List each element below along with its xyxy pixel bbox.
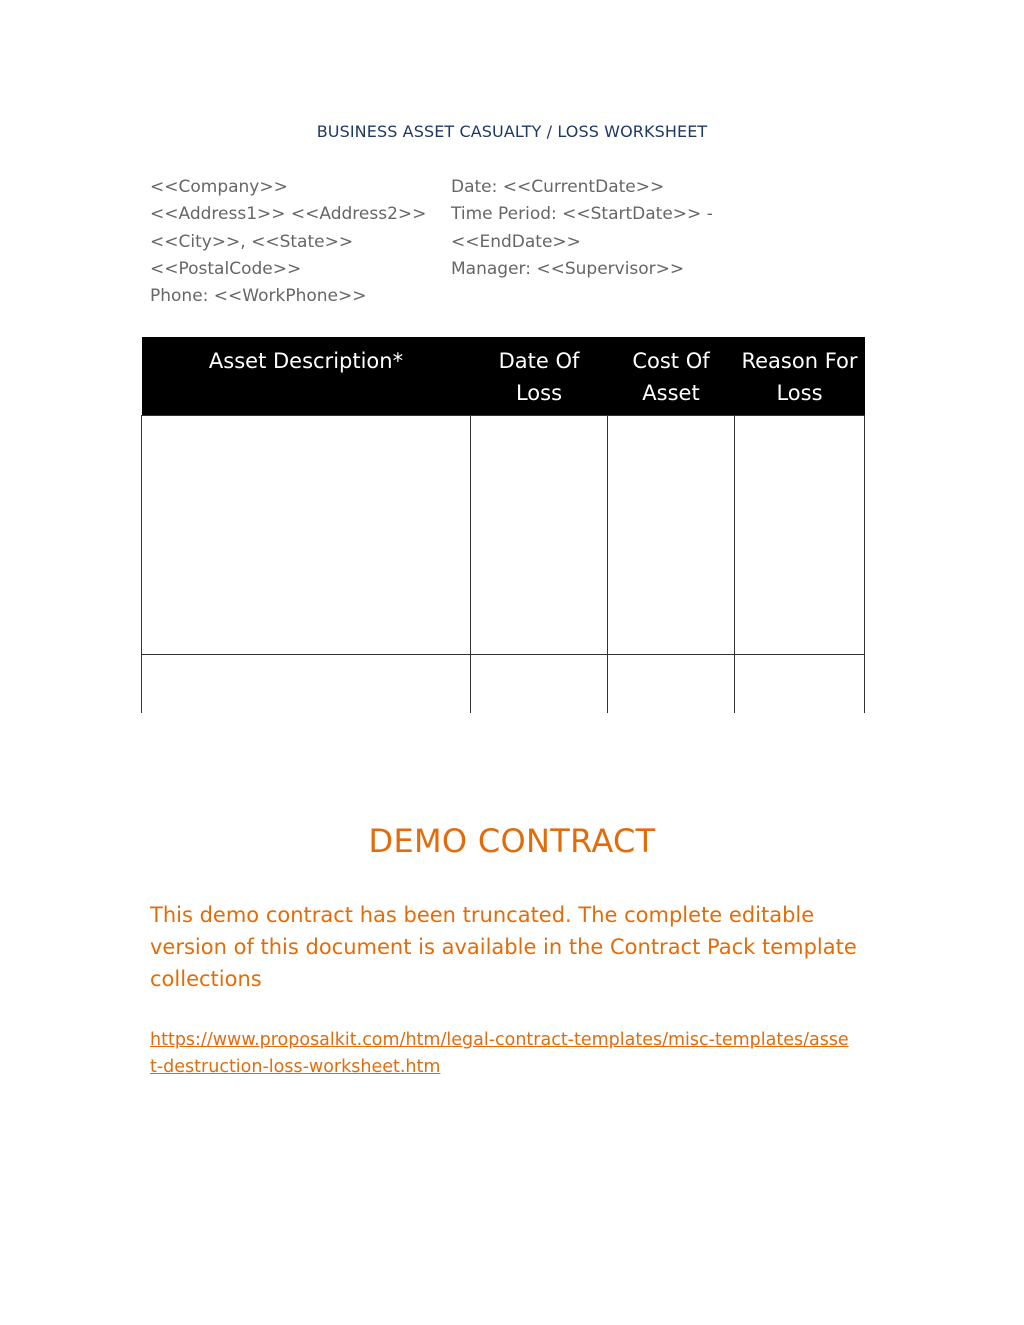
cell-asset-description[interactable] bbox=[142, 416, 471, 655]
header-date-of-loss: Date Of Loss bbox=[471, 337, 608, 416]
end-date-line: <<EndDate>> bbox=[451, 231, 581, 252]
postal-code-line: <<PostalCode>> bbox=[150, 258, 302, 279]
city-state-line: <<City>>, <<State>> bbox=[150, 231, 354, 252]
company-address-block bbox=[150, 174, 445, 310]
asset-loss-table bbox=[141, 337, 865, 713]
cell-asset-description[interactable] bbox=[142, 655, 471, 713]
date-line: Date: <<CurrentDate>> bbox=[451, 177, 665, 197]
header-asset-description: Asset Description* bbox=[142, 337, 471, 416]
date-manager-block bbox=[451, 174, 741, 283]
table-row bbox=[142, 416, 865, 655]
document-title: BUSINESS ASSET CASUALTY / LOSS WORKSHEET bbox=[316, 122, 708, 141]
cell-cost-of-asset[interactable] bbox=[608, 416, 735, 655]
cell-date-of-loss[interactable] bbox=[471, 655, 608, 713]
cell-date-of-loss[interactable] bbox=[471, 416, 608, 655]
table-row bbox=[142, 655, 865, 713]
demo-notice-text: This demo contract has been truncated. The complete editable version of this document is available in the Contract Pack template collections bbox=[150, 903, 857, 991]
cell-cost-of-asset[interactable] bbox=[608, 655, 735, 713]
company-line: <<Company>> bbox=[150, 177, 288, 197]
header-reason-for-loss: Reason For Loss bbox=[735, 337, 865, 416]
time-period-line: Time Period: <<StartDate>> - bbox=[451, 204, 713, 225]
template-link[interactable]: https://www.proposalkit.com/htm/legal-contract-templates/misc-templates/asset-destruction-loss-worksheet.htm bbox=[150, 1030, 849, 1077]
cell-reason-for-loss[interactable] bbox=[735, 416, 865, 655]
table-header-row bbox=[142, 337, 865, 416]
address-line: <<Address1>> <<Address2>> bbox=[150, 204, 427, 225]
header-cost-of-asset: Cost Of Asset bbox=[608, 337, 735, 416]
phone-line: Phone: <<WorkPhone>> bbox=[150, 286, 367, 307]
demo-contract-heading: DEMO CONTRACT bbox=[368, 822, 656, 860]
manager-line: Manager: <<Supervisor>> bbox=[451, 258, 685, 279]
cell-reason-for-loss[interactable] bbox=[735, 655, 865, 713]
